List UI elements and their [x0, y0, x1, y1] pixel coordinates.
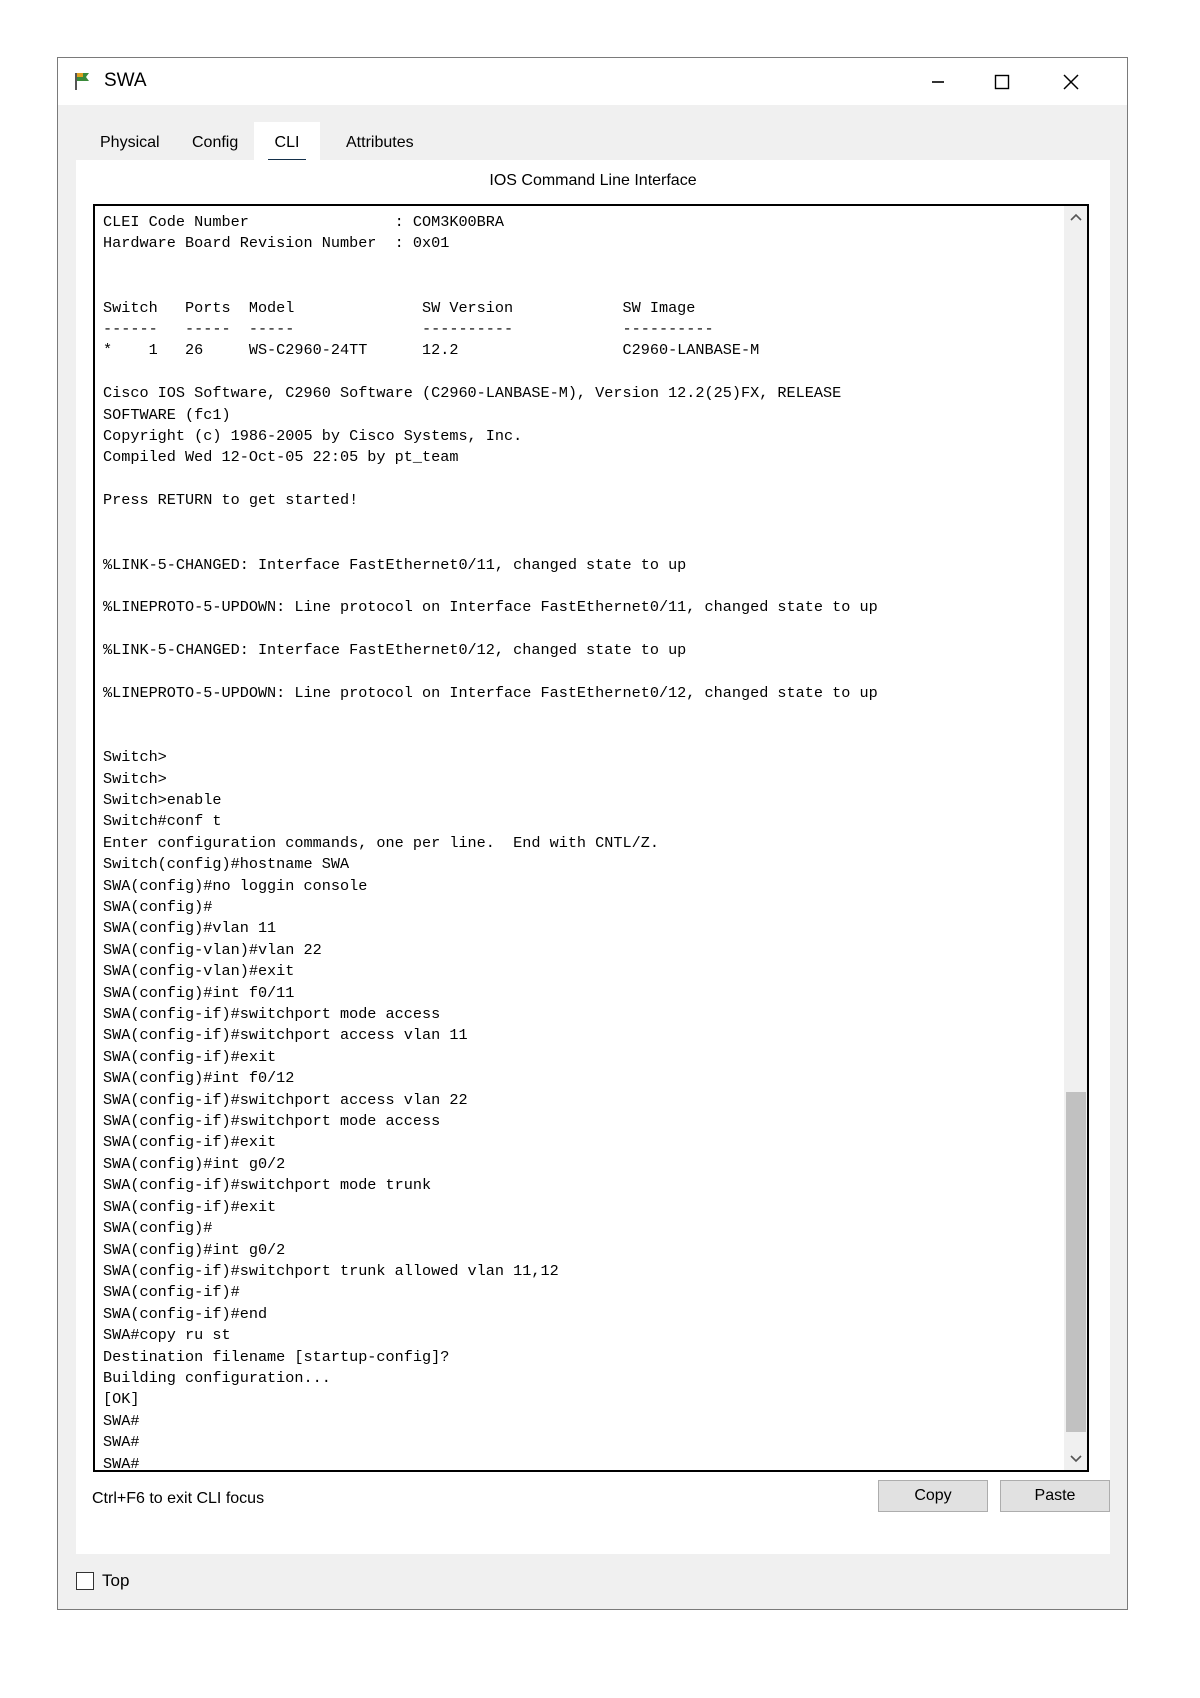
- tab-config[interactable]: [174, 122, 256, 164]
- minimize-button[interactable]: [906, 62, 970, 102]
- tab-physical[interactable]: [82, 122, 178, 164]
- device-window: [57, 57, 1128, 1610]
- paste-button[interactable]: Paste: [1000, 1480, 1110, 1512]
- maximize-icon: [994, 74, 1010, 90]
- scroll-thumb[interactable]: [1066, 1092, 1086, 1432]
- maximize-button[interactable]: [970, 62, 1034, 102]
- top-checkbox-label: Top: [102, 1571, 130, 1590]
- minimize-icon: [930, 74, 946, 90]
- tab-bar: [82, 122, 1082, 164]
- switch-app-icon: [72, 70, 94, 92]
- scroll-up-button[interactable]: [1064, 206, 1087, 228]
- top-checkbox[interactable]: [76, 1572, 94, 1590]
- chevron-down-icon: [1070, 1455, 1082, 1463]
- close-icon: [1062, 73, 1080, 91]
- cli-output[interactable]: CLEI Code Number : COM3K00BRA Hardware Board Revision Number : 0x01 Switch Ports Model SW Version SW Image ------ ----- ----- ---------- ---------- * 1 26 WS-C2960-24TT 12.2 C2960-LANBASE-M Cisco IOS Software, C2960 Software (C2960-LANBASE-M), Version 12.2(25)FX, RELEASE SOFTWARE (fc1) Copyright (c) 1986-2005 by Cisco Systems, Inc. Compiled Wed 12-Oct-05 22:05 by pt_team Press RETURN to get started! %LINK-5-CHANGED: Interface FastEthernet0/11, changed state to up %LINEPROTO-5-UPDOWN: Line protocol on Interface FastEthernet0/11, changed state to up %LINK-5-CHANGED: Interface FastEthernet0/12, changed state to up %LINEPROTO-5-UPDOWN: Line protocol on Interface FastEthernet0/12, changed state to up Switch> Switch> Switch>enable Switch#conf t Enter configuration commands, one per line. End with CNTL/Z. Switch(config)#hostname SWA SWA(config)#no loggin console SWA(config)# SWA(config)#vlan 11 SWA(config-vlan)#vlan 22 SWA(config-vlan)#exit SWA(config)#int f0/11 SWA(config-if)#switchport mode access SWA(config-if)#switchport access vlan 11 SWA(config-if)#exit SWA(config)#int f0/12 SWA(config-if)#switchport access vlan 22 SWA(config-if)#switchport mode access SWA(config-if)#exit SWA(config)#int g0/2 SWA(config-if)#switchport mode trunk SWA(config-if)#exit SWA(config)# SWA(config)#int g0/2 SWA(config-if)#switchport trunk allowed vlan 11,12 SWA(config-if)# SWA(config-if)#end SWA#copy ru st Destination filename [startup-config]? Building configuration... [OK] SWA# SWA# SWA#: [103, 213, 878, 1472]
- tab-physical-label: Physical: [100, 134, 160, 151]
- panel-title: IOS Command Line Interface: [489, 172, 697, 189]
- cli-focus-hint: Ctrl+F6 to exit CLI focus: [92, 1490, 265, 1507]
- tab-attributes-label: Attributes: [346, 134, 414, 151]
- scroll-down-button[interactable]: [1064, 1448, 1087, 1470]
- copy-button[interactable]: Copy: [878, 1480, 988, 1512]
- cli-scrollbar[interactable]: [1064, 206, 1087, 1470]
- top-option: [76, 1571, 129, 1591]
- window-title: SWA: [104, 70, 147, 91]
- tab-config-label: Config: [192, 134, 239, 151]
- chevron-up-icon: [1070, 213, 1082, 221]
- close-button[interactable]: [1039, 62, 1103, 102]
- tab-cli-label: CLI: [274, 134, 300, 151]
- tab-attributes[interactable]: [328, 122, 432, 164]
- tab-cli[interactable]: [254, 122, 320, 164]
- title-bar[interactable]: [58, 58, 1127, 105]
- cli-terminal[interactable]: [93, 204, 1089, 1472]
- cli-panel: [76, 160, 1110, 1554]
